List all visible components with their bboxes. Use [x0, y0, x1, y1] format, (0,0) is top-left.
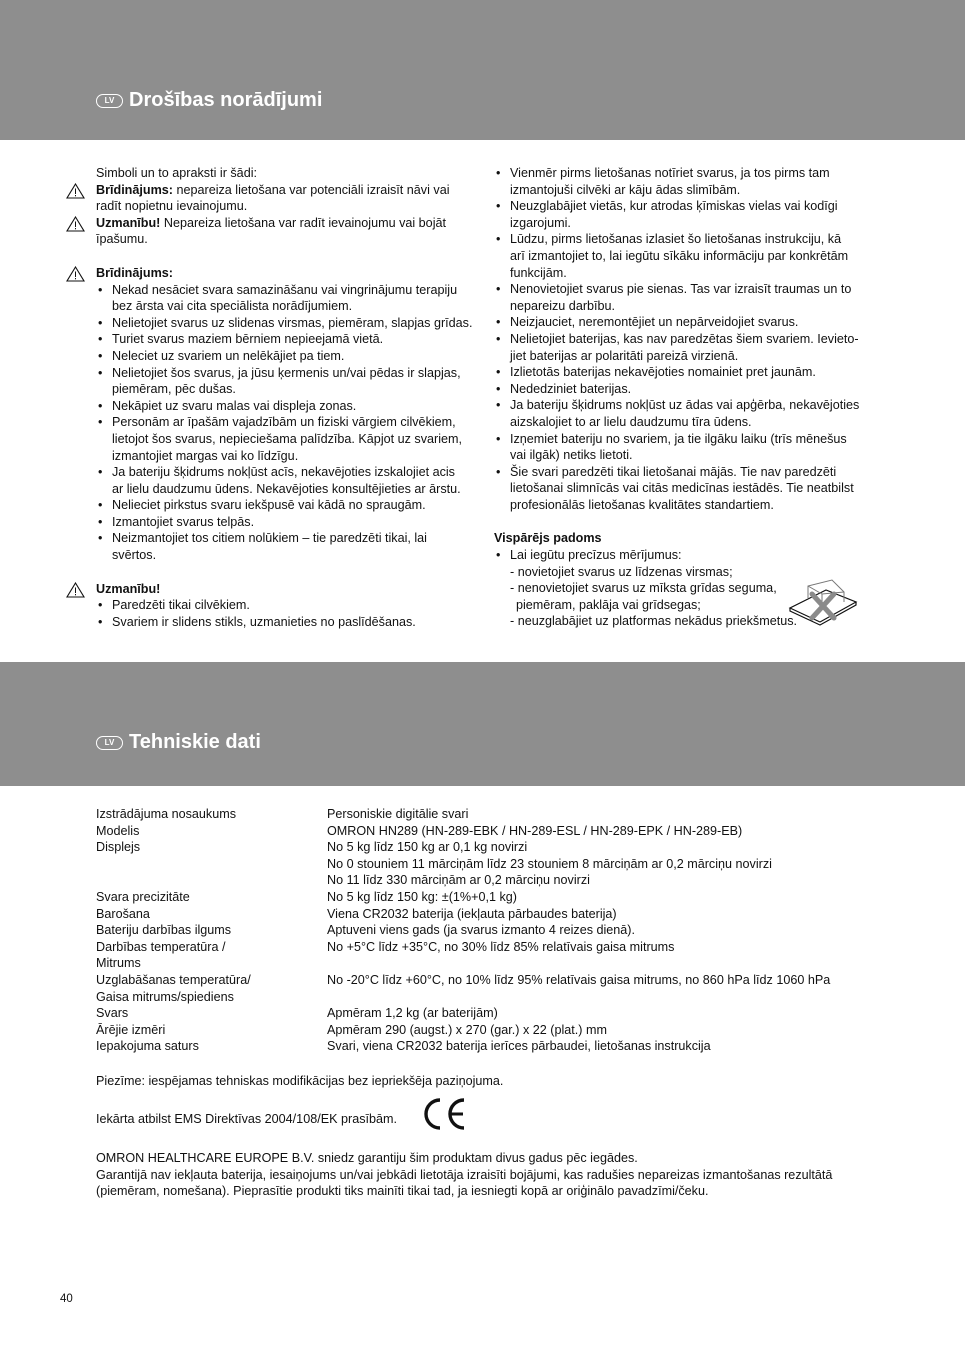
spec-label	[96, 1022, 327, 1039]
spec-row	[96, 823, 876, 840]
warning-item-line: • Ja bateriju šķidrums nokļūst acīs, nekavējoties izskalojiet acis	[112, 465, 455, 480]
general-advice-dash: piemēram, paklāja vai grīdsegas;	[516, 597, 701, 612]
safety-item	[494, 381, 866, 398]
safety-left-column	[96, 165, 476, 630]
warning-item	[96, 398, 476, 415]
caution-definition	[96, 215, 476, 232]
spec-label-line: Izstrādājuma nosaukums	[96, 807, 236, 821]
spec-row	[96, 906, 876, 923]
warning-item-line: • Neizmantojiet tos citiem nolūkiem – tie paredzēti tikai, lai	[112, 531, 427, 546]
ems-note: Iekārta atbilst EMS Direktīvas 2004/108/EK prasībām.	[96, 1111, 397, 1126]
caution-item: • Svariem ir slidens stikls, uzmanieties no paslīdēšanas.	[96, 614, 476, 631]
spec-label-line: Svara precizitāte	[96, 889, 190, 904]
safety-item-line: funkcijām.	[510, 265, 567, 280]
spec-value-line: OMRON HN289 (HN-289-EBK / HN-289-ESL / HN-289-EPK / HN-289-EB)	[327, 823, 743, 838]
spec-label	[96, 972, 327, 1005]
spec-label-line: Modelis	[96, 823, 140, 838]
warning-item	[96, 414, 476, 464]
spec-label	[96, 922, 327, 939]
general-advice-dash: - neuzglabājiet uz platformas nekādus priekšmetus.	[510, 614, 798, 629]
safety-item-line: • Vienmēr pirms lietošanas notīriet svarus, ja tos pirms tam	[510, 166, 830, 180]
warning-item-line: • Turiet svarus maziem bērniem nepieejamā vietā.	[112, 332, 384, 347]
spec-label-line: Iepakojuma saturs	[96, 1039, 199, 1054]
safety-item	[494, 331, 866, 364]
warning-item-line: • Nekāpiet uz svaru malas vai displeja zonas.	[112, 398, 357, 413]
spec-value	[327, 939, 876, 972]
warning-def-label: Brīdinājums:	[96, 182, 173, 197]
warning-item-line: • Nelieciet pirkstus svaru iekšpusē vai kādā no spraugām.	[112, 498, 426, 513]
spec-value-line: Apmēram 290 (augst.) x 270 (gar.) x 22 (plat.) mm	[327, 1022, 607, 1037]
spec-value-line: Viena CR2032 baterija (iekļauta pārbaudes baterija)	[327, 906, 617, 921]
spec-value	[327, 839, 876, 889]
warning-triangle-icon	[66, 582, 85, 598]
warning-triangle-icon	[66, 216, 85, 232]
spec-value	[327, 823, 876, 840]
warning-heading-row	[96, 265, 476, 282]
spec-value-line: No -20°C līdz +60°C, no 10% līdz 95% relatīvais gaisa mitrums, no 860 hPa līdz 1060 hPa	[327, 972, 831, 987]
spec-label	[96, 939, 327, 972]
warning-item-line: • Neleciet uz svariem un nelēkājiet pa tiem.	[112, 348, 345, 363]
warning-triangle-icon	[66, 266, 85, 282]
safety-item	[494, 231, 866, 281]
spec-value	[327, 889, 876, 906]
ce-mark-icon	[420, 1096, 468, 1132]
spec-row	[96, 806, 876, 823]
spec-label-line: Bateriju darbības ilgums	[96, 923, 232, 938]
spec-row	[96, 839, 876, 889]
right-bullet-list	[494, 165, 866, 513]
warning-list	[96, 282, 476, 564]
warning-item-line: • Personām ar īpašām vajadzībām un fiziski vārgiem cilvēkiem,	[112, 415, 456, 430]
warning-item-line: • Nelietojiet šos svarus, ja jūsu ķermenis un/vai pēdas ir slapjas,	[112, 365, 461, 380]
spec-value	[327, 1005, 876, 1022]
page-number: 40	[60, 1293, 73, 1305]
tech-header-band	[0, 662, 965, 786]
warning-item-line: • Nekad nesāciet svara samazināšanu vai vingrinājumu terapiju	[112, 282, 458, 297]
spec-row	[96, 972, 876, 1005]
warning-item	[96, 530, 476, 563]
caution-def-label: Uzmanību!	[96, 215, 161, 230]
spec-value	[327, 922, 876, 939]
caution-def-text-2: īpašumu.	[96, 232, 148, 247]
safety-item	[494, 397, 866, 430]
spec-row	[96, 1038, 876, 1055]
warning-item-line: • Izmantojiet svarus telpās.	[112, 514, 255, 529]
spec-row	[96, 889, 876, 906]
warning-item-line: • Nelietojiet svarus uz slidenas virsmas, piemēram, slapjas grīdas.	[112, 315, 473, 330]
warning-item	[96, 282, 476, 315]
warning-item	[96, 365, 476, 398]
safety-item	[494, 364, 866, 381]
spec-row	[96, 939, 876, 972]
safety-item-line: • Lūdzu, pirms lietošanas izlasiet šo lietošanas instrukciju, kā	[510, 232, 842, 247]
language-badge: LV	[96, 736, 123, 750]
warranty-line: OMRON HEALTHCARE EUROPE B.V. sniedz garantiju šim produktam divus gadus pēc iegādes.	[96, 1151, 638, 1166]
spec-label-line: Barošana	[96, 906, 150, 921]
general-advice-dash: - nenovietojiet svarus uz mīksta grīdas seguma,	[510, 581, 777, 596]
spec-row	[96, 1005, 876, 1022]
safety-item-line: • Izlietotās baterijas nekavējoties nomainiet pret jaunām.	[510, 365, 816, 380]
spec-value	[327, 1022, 876, 1039]
caution-def-text: Nepareiza lietošana var radīt ievainojumu vai bojāt	[160, 215, 446, 230]
language-badge: LV	[96, 94, 123, 108]
safety-item-line: nepareizu darbību.	[510, 298, 616, 313]
crossed-scale-icon	[786, 578, 860, 630]
warning-item	[96, 331, 476, 348]
warning-triangle-icon	[66, 183, 85, 199]
spec-value-line: No 5 kg līdz 150 kg ar 0,1 kg novirzi	[327, 840, 528, 855]
safety-right-column	[494, 165, 866, 630]
warning-item	[96, 315, 476, 332]
warning-item-line: izmantojiet margas vai ko līdzīgu.	[112, 448, 299, 463]
safety-item-line: • Ja bateriju šķidrums nokļūst uz ādas vai apģērba, nekavējoties	[510, 398, 860, 413]
symbols-intro: Simboli un to apraksti ir šādi:	[96, 166, 257, 180]
modification-note: Piezīme: iespējamas tehniskas modifikācijas bez iepriekšēja paziņojuma.	[96, 1074, 504, 1088]
safety-item-line: arī izmantojiet to, lai iegūtu sīkāku informāciju par konkrētām	[510, 248, 849, 263]
spec-value-line: No 5 kg līdz 150 kg: ±(1%+0,1 kg)	[327, 889, 517, 904]
safety-item-line: • Neizjauciet, neremontējiet un nepārveidojiet svarus.	[510, 315, 799, 330]
spec-value-line: No 11 līdz 330 mārciņām ar 0,2 mārciņu novirzi	[327, 873, 590, 888]
spec-label-line: Uzglabāšanas temperatūra/	[96, 972, 251, 987]
warning-heading: Brīdinājums:	[96, 265, 173, 280]
spec-label-line: Darbības temperatūra /	[96, 939, 226, 954]
spec-label	[96, 1038, 327, 1055]
spec-table	[96, 806, 876, 1055]
safety-item	[494, 431, 866, 464]
warning-item	[96, 514, 476, 531]
warning-item-line: bez ārsta vai cita speciālista norādījumiem.	[112, 299, 353, 314]
safety-item-line: • Neuzglabājiet vietās, kur atrodas ķīmiskas vielas vai kodīgi	[510, 199, 838, 214]
safety-item-line: profesionālās lietošanas kvalitātes standartiem.	[510, 497, 774, 512]
safety-item-line: • Izņemiet bateriju no svariem, ja tie ilgāku laiku (trīs mēnešus	[510, 431, 847, 446]
safety-item-line: izmantojuši cilvēki ar kāju ādas slimībām.	[510, 182, 741, 197]
spec-label-line: Gaisa mitrums/spiediens	[96, 989, 234, 1004]
warning-def-text: nepareiza lietošana var potenciāli izraisīt nāvi vai	[172, 182, 450, 197]
spec-value-line: No 0 stouniem 11 mārciņām līdz 23 stouniem 8 mārciņām ar 0,2 mārciņu novirzi	[327, 856, 772, 871]
warning-item	[96, 464, 476, 497]
warranty-line: (piemēram, nomešana). Pieprasītie produkti tiks mainīti tikai tad, ja iesniegti kopā ar oriģinālo pavadzīmi/čeku.	[96, 1184, 709, 1199]
spec-label	[96, 906, 327, 923]
spec-label-line: Ārējie izmēri	[96, 1022, 166, 1037]
caution-item: • Paredzēti tikai cilvēkiem.	[96, 597, 476, 614]
warning-item-line: ar lielu daudzumu ūdens. Nekavējoties konsultējieties ar ārstu.	[112, 481, 461, 496]
safety-item	[494, 165, 866, 198]
general-advice-bullet: • Lai iegūtu precīzus mērījumus:	[494, 547, 866, 564]
warning-item	[96, 348, 476, 365]
caution-heading: Uzmanību!	[96, 581, 161, 596]
warning-item-line: svērtos.	[112, 548, 157, 563]
warning-item-line: lietojot šos svarus, nepieciešama palīdzība. Kāpjot uz svariem,	[112, 431, 462, 446]
safety-title-text: Drošības norādījumi	[129, 89, 323, 111]
safety-item	[494, 464, 866, 514]
spec-value	[327, 906, 876, 923]
safety-item-line: aizskalojiet to ar lielu daudzumu tīra ūdens.	[510, 414, 752, 429]
spec-value-line: Aptuveni viens gads (ja svarus izmanto 4 reizes dienā).	[327, 923, 635, 938]
tech-title-text: Tehniskie dati	[129, 731, 261, 753]
spec-row	[96, 922, 876, 939]
safety-item-line: lietošanai slimnīcās vai citās medicīnas iestādēs. Tie neatbilst	[510, 481, 854, 496]
spec-value-line: Svari, viena CR2032 baterija ierīces pārbaudei, lietošanas instrukcija	[327, 1039, 711, 1054]
spec-row	[96, 1022, 876, 1039]
safety-title	[96, 88, 322, 112]
safety-item	[494, 314, 866, 331]
notes-section	[96, 1073, 866, 1200]
spec-label	[96, 823, 327, 840]
safety-item-line: • Nelietojiet baterijas, kas nav paredzētas šiem svariem. Ievieto-	[510, 331, 859, 346]
safety-item	[494, 281, 866, 314]
spec-label	[96, 889, 327, 906]
warning-definition	[96, 182, 476, 199]
spec-label	[96, 839, 327, 889]
spec-label-line: Mitrums	[96, 956, 141, 971]
warranty-line: Garantijā nav iekļauta baterija, iesaiņojums un/vai jebkādi lietotāja izraisīti bojājumi, kas radušies nepareizas izmantošanas rezultātā	[96, 1167, 833, 1182]
safety-item-line: jiet baterijas ar polaritāti pareizā virzienā.	[510, 348, 739, 363]
spec-label	[96, 1005, 327, 1022]
safety-item-line: izgarojumi.	[510, 215, 571, 230]
spec-value-line: Apmēram 1,2 kg (ar baterijām)	[327, 1006, 498, 1021]
spec-label	[96, 806, 327, 823]
warning-item-line: piemēram, pēc dušas.	[112, 382, 236, 397]
safety-item	[494, 198, 866, 231]
spec-value	[327, 806, 876, 823]
safety-item-line: • Šie svari paredzēti tikai lietošanai mājās. Tie nav paredzēti	[510, 464, 837, 479]
spec-value-line: Personiskie digitālie svari	[327, 807, 469, 821]
general-advice-dash: - novietojiet svarus uz līdzenas virsmas;	[510, 564, 733, 579]
spec-value	[327, 1038, 876, 1055]
spec-label-line: Displejs	[96, 840, 141, 855]
safety-item-line: • Nededziniet baterijas.	[510, 381, 632, 396]
spec-value-line: No +5°C līdz +35°C, no 30% līdz 85% relatīvais gaisa mitrums	[327, 939, 675, 954]
caution-heading-row	[96, 581, 476, 598]
safety-header-band	[0, 0, 965, 140]
safety-item-line: • Nenovietojiet svarus pie sienas. Tas var izraisīt traumas un to	[510, 282, 852, 297]
warning-item	[96, 497, 476, 514]
general-advice-heading: Vispārējs padoms	[494, 531, 602, 546]
warning-def-text-2: radīt nopietnu ievainojumu.	[96, 199, 248, 214]
spec-label-line: Svars	[96, 1006, 129, 1021]
tech-title	[96, 730, 261, 754]
safety-item-line: vai ilgāk) netiks lietoti.	[510, 448, 633, 463]
spec-value	[327, 972, 876, 1005]
